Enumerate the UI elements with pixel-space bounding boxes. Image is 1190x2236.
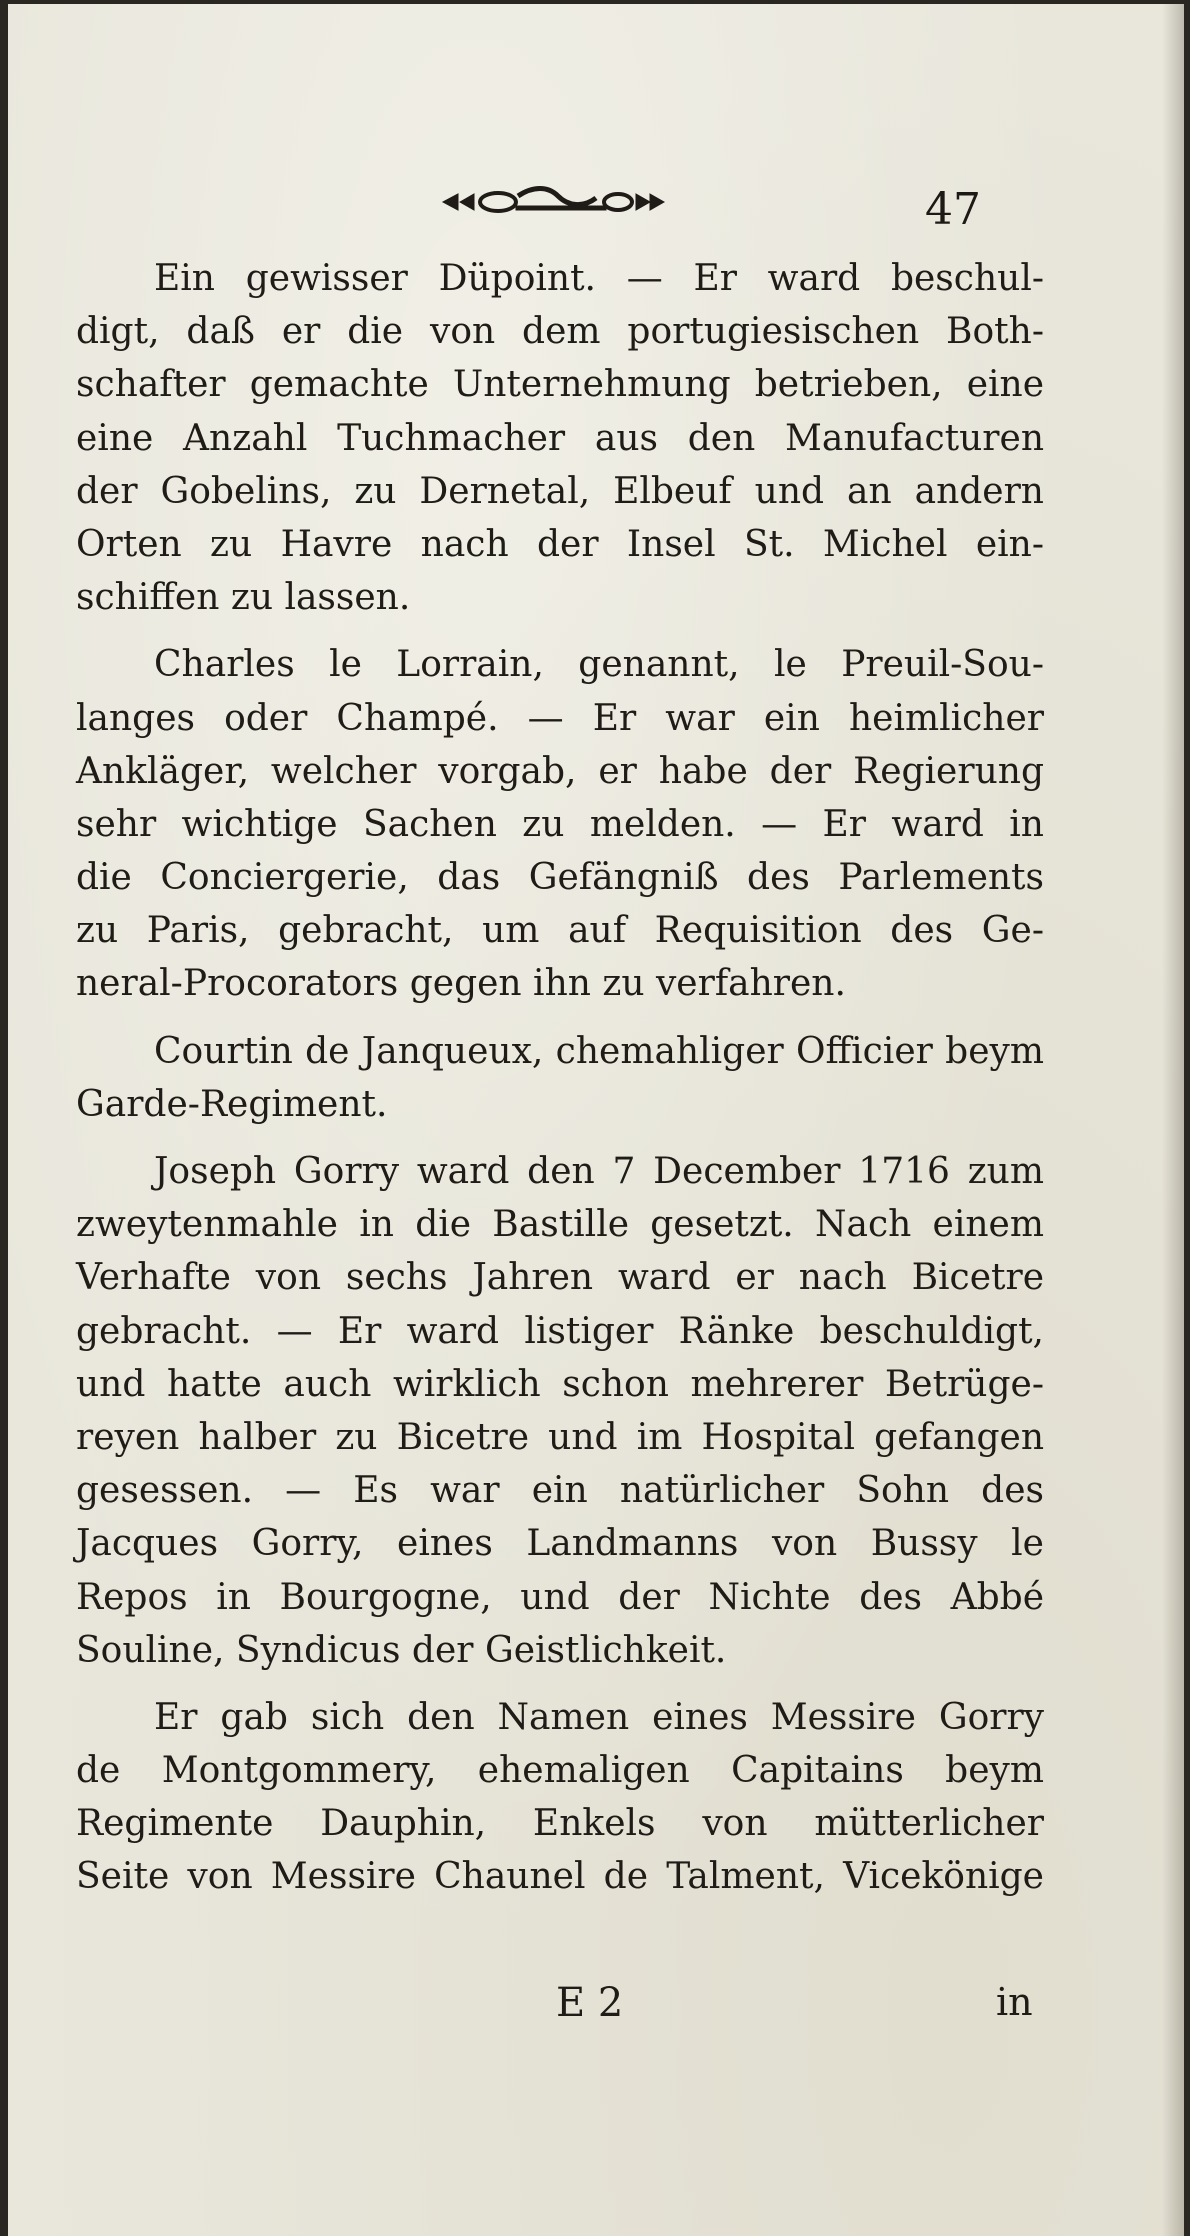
paragraph-montgommery xyxy=(76,1691,1044,1904)
header-ornament xyxy=(438,182,668,222)
text-line: Ein gewisser Düpoint. — Er ward beschul- xyxy=(154,258,1044,299)
paragraph-courtin xyxy=(76,1025,1044,1131)
text-line: zu Paris, gebracht, um auf Requisition des Ge- xyxy=(76,910,1044,952)
text-line: sehr wichtige Sachen zu melden. — Er ward in xyxy=(76,803,1044,845)
text-line: eine Anzahl Tuchmacher aus den Manufacturen xyxy=(76,417,1044,459)
text-line: Charles le Lorrain, genannt, le Preuil-Sou- xyxy=(154,644,1044,686)
text-line: Souline, Syndicus der Geistlichkeit. xyxy=(76,1629,727,1671)
text-line: neral-Procorators gegen ihn zu verfahren. xyxy=(76,963,846,1005)
text-line: Courtin de Janqueux, chemahliger Officier beym xyxy=(154,1030,1044,1072)
text-line: Er gab sich den Namen eines Messire Gorry xyxy=(154,1696,1044,1738)
book-page xyxy=(8,4,1184,2236)
paragraph-lorrain xyxy=(76,638,1044,1010)
page-number: 47 xyxy=(925,184,981,235)
text-line: zweytenmahle in die Bastille gesetzt. Nach einem xyxy=(76,1204,1044,1246)
body-text xyxy=(76,252,1044,1904)
text-line: Seite von Messire Chaunel de Talment, Vicekönige xyxy=(76,1856,1044,1898)
catchword: in xyxy=(996,1980,1033,2024)
text-line: die Conciergerie, das Gefängniß des Parlements xyxy=(76,857,1044,899)
text-line: Repos in Bourgogne, und der Nichte des Abbé xyxy=(76,1576,1044,1618)
text-line: und hatte auch wirklich schon mehrerer Betrüge- xyxy=(76,1363,1044,1405)
text-line: gebracht. — Er ward listiger Ränke beschuldigt, xyxy=(76,1310,1044,1352)
text-line: schiffen zu lassen. xyxy=(76,577,411,619)
text-line: Joseph Gorry ward den 7 December 1716 zum xyxy=(154,1151,1044,1192)
signature-mark: E 2 xyxy=(556,1980,624,2026)
text-line: der Gobelins, zu Dernetal, Elbeuf und an andern xyxy=(76,470,1044,512)
text-line: Regimente Dauphin, Enkels von mütterlicher xyxy=(76,1803,1044,1845)
paragraph-gorry xyxy=(76,1145,1044,1677)
text-line: de Montgommery, ehemaligen Capitains beym xyxy=(76,1750,1044,1792)
text-line: reyen halber zu Bicetre und im Hospital gefangen xyxy=(76,1416,1044,1458)
text-line: Ankläger, welcher vorgab, er habe der Regierung xyxy=(76,750,1044,792)
text-line: Jacques Gorry, eines Landmanns von Bussy le xyxy=(76,1523,1044,1565)
text-line: Garde-Regiment. xyxy=(76,1083,388,1125)
text-line: gesessen. — Es war ein natürlicher Sohn des xyxy=(76,1470,1044,1512)
text-line: schafter gemachte Unternehmung betrieben, eine xyxy=(76,364,1044,406)
text-line: Orten zu Havre nach der Insel St. Michel ein- xyxy=(76,523,1044,565)
text-line: Verhafte von sechs Jahren ward er nach Bicetre xyxy=(76,1257,1044,1299)
paragraph-dupoint xyxy=(76,252,1044,624)
text-line: digt, daß er die von dem portugiesischen Both- xyxy=(76,311,1044,353)
text-line: langes oder Champé. — Er war ein heimlicher xyxy=(76,697,1044,739)
